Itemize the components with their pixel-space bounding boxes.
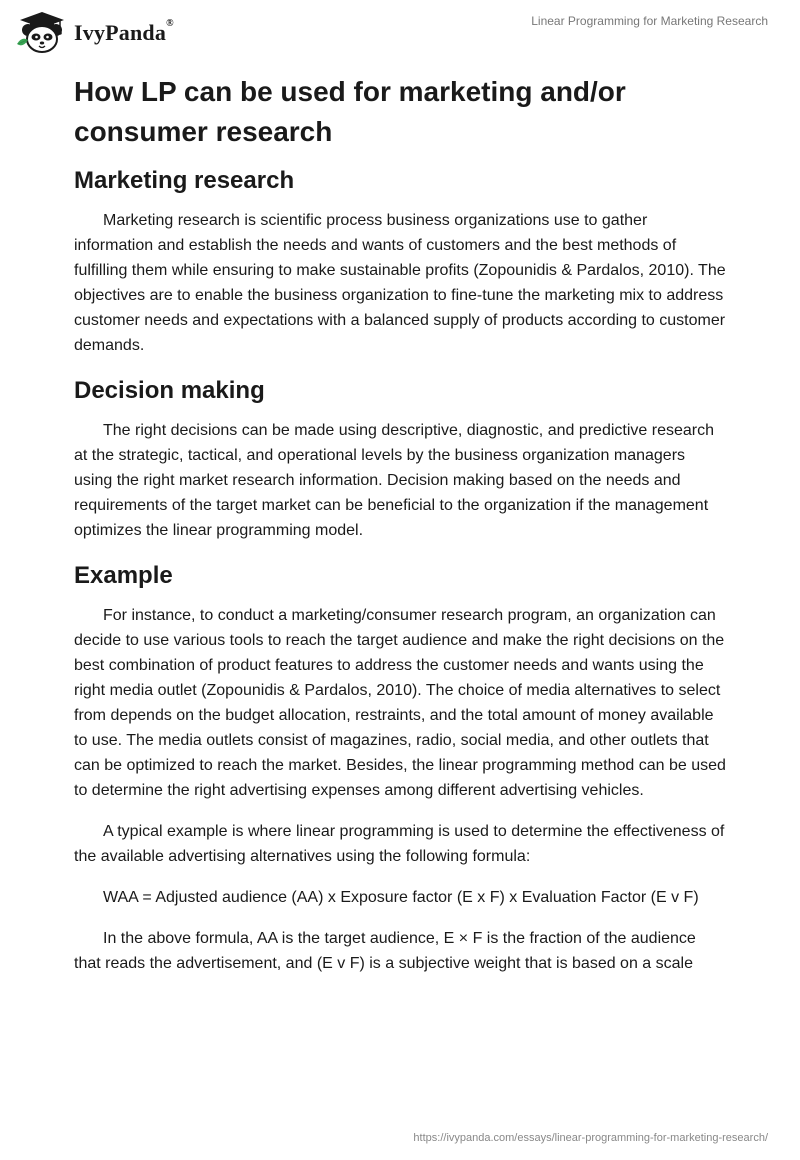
- panda-graduate-icon: [14, 10, 70, 56]
- section-heading-decision-making: Decision making: [74, 377, 265, 404]
- paragraph: For instance, to conduct a marketing/consumer research program, an organization can decide to use various tools to reach the target audience and make the right decisions on the best combination of product features to address the customer needs and wants using the right media outlet (Zopounidis & Pardalos, 2010). The choice of media alternatives to select from depends on the budget allocation, restraints, and the total amount of money available to use. The media outlets consist of magazines, radio, social media, and other outlets that can be optimized to reach the market. Besides, the linear programming method can be used to determine the right advertising expenses among different advertising vehicles.: [74, 607, 726, 799]
- article-body: [74, 72, 726, 992]
- paragraph: In the above formula, AA is the target audience, E × F is the fraction of the audience that reads the advertisement, and (E v F) is a subjective weight that is based on a scale: [74, 930, 696, 972]
- section-heading-example: Example: [74, 562, 173, 589]
- footer-url[interactable]: https://ivypanda.com/essays/linear-programming-for-marketing-research/: [413, 1132, 768, 1144]
- paragraph: A typical example is where linear programming is used to determine the effectiveness of the available advertising alternatives using the following formula:: [74, 823, 725, 865]
- paragraph: The right decisions can be made using descriptive, diagnostic, and predictive research at the strategic, tactical, and operational levels by the business organization managers using the right market research information. Decision making based on the needs and requirements of the target market can be beneficial to the organization if the management optimizes the linear programming model.: [74, 422, 714, 539]
- paragraph: Marketing research is scientific process business organizations use to gather information and establish the needs and wants of customers and the best methods of fulfilling them while ensuring to make sustainable profits (Zopounidis & Pardalos, 2010). The objectives are to enable the business organization to fine-tune the marketing mix to address customer needs and expectations with a balanced supply of products according to customer demands.: [74, 212, 726, 354]
- section-heading-marketing-research: Marketing research: [74, 167, 295, 194]
- ivypanda-logo[interactable]: [14, 10, 174, 56]
- page-header: [0, 0, 800, 66]
- brand-name: IvyPanda®: [74, 18, 174, 45]
- article-title: How LP can be used for marketing and/or consumer research: [74, 76, 626, 147]
- formula-paragraph: WAA = Adjusted audience (AA) x Exposure factor (E x F) x Evaluation Factor (E v F): [103, 889, 699, 906]
- document-title: Linear Programming for Marketing Research: [531, 14, 768, 28]
